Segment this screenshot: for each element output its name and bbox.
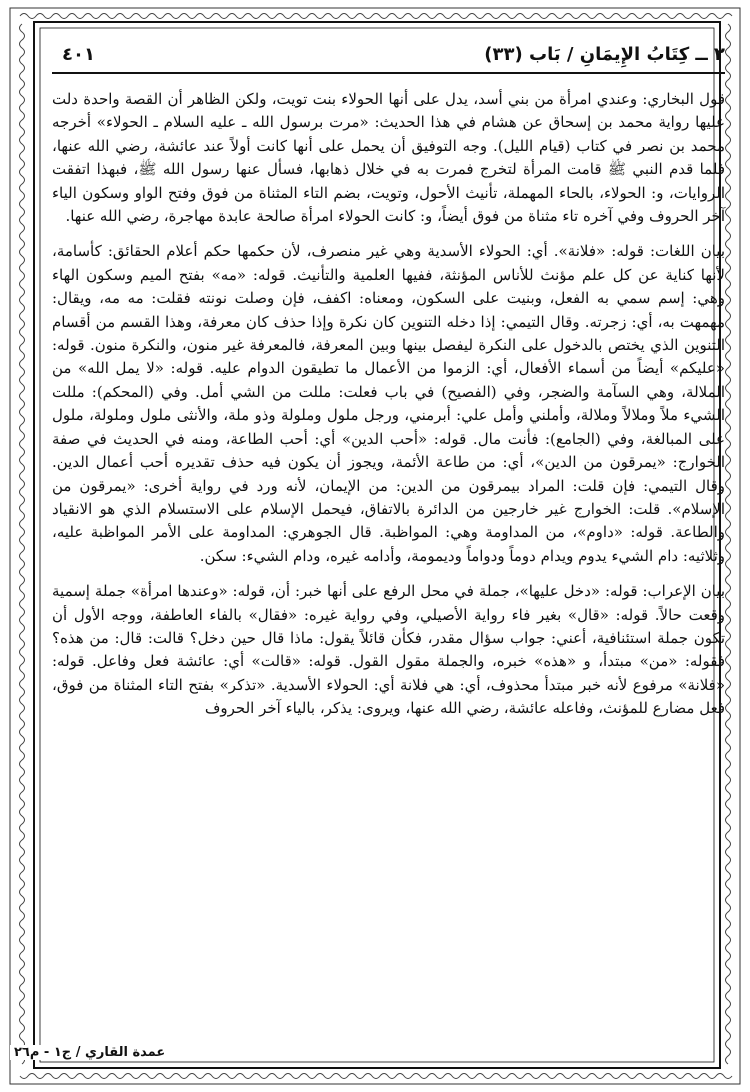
header-divider xyxy=(52,72,725,74)
paragraph-lexical: بيان اللغات: قوله: «فلانة». أي: الحولاء الأسدية وهي غير منصرف، لأن حكمها حكم أعلام الحقائق: كأسامة، لأنها كناية عن كل علم مؤنث للأناس المؤنثة، ففيها العلمية والتأنيث. قوله: «مه» بفتح الميم وسكون الهاء وهي: إسم سمي به الفعل، وبنيت على السكون، ومعناه: اكفف، فإن وصلت نونته فقلت: مه مه، ويقال: مهمهت به، أي: زجرته. وقال التيمي: إذا دخله التنوين كان نكرة وإذا حذف كان معرفة، وهذا القسم من أقسام التنوين الذي يختص بالدخول على النكرة ليفصل بينها وبين المعرفة، فالمعرفة غير منون، والنكرة منون. قوله: «عليكم» أيضاً من أسماء الأفعال، أي: الزموا من الأعمال ما تطيقون الدوام عليه. قوله: «لا يمل الله» من الملالة، وهي السآمة والضجر، وفي (الفصيح) في باب فعلت: مللت من الشي أمل. وفي (المحكم): مللت الشيء ملاً وملالاً وملالة، وأملني وأمل علي: أبرمني، ورجل ملول وملولة وذو ملة، والأنثى ملول وملولة، ملول على المبالغة، وفي (الجامع): فأنت مال. قوله: «أحب الدين» أي: أحب الطاعة، ومنه في الحديث في صفة الخوارج: «يمرقون من الدين»، أي: من طاعة الأئمة، ويجوز أن يكون فيه حذف تقديره أحب أعمال الدين. وقال التيمي: فإن قلت: المراد بيمرقون من الدين: من الإيمان، لأنه ورد في رواية أخرى: «يمرقون من الإسلام». قلت: الخوارج غير خارجين من الدائرة بالاتفاق، فيحمل الإسلام على الاستسلام الذي هو الانقياد والطاعة. قوله: «داوم»، من المداومة وهي: المواظبة. قال الجوهري: المداومة على الأمر المواظبة عليه، وثلاثيه: دام الشيء يدوم ويدام دوماً ودواماً وديمومة، وأدامه غيره، ودام الشيء: سكن. xyxy=(52,242,725,565)
chapter-title: ٢ ــ كِتَابُ الإِيمَانِ / بَاب (٣٣) xyxy=(484,44,725,65)
page-number: ٤٠١ xyxy=(62,44,95,65)
main-text xyxy=(52,88,725,721)
page xyxy=(52,32,725,1072)
footer-label: عمدة القاري / ج١ - م٢٦ xyxy=(10,1045,169,1060)
paragraph-intro: قول البخاري: وعندي امرأة من بني أسد، يدل على أنها الحولاء بنت تويت، ولكن الظاهر أن القصة واحدة دلت عليها رواية محمد بن إسحاق عن هشام في هذا الحديث: «مرت برسول الله ـ عليه السلام ـ الحولاء» أخرجه محمد بن نصر في كتاب (قيام الليل). وجه التوفيق أن يحمل على أنها كانت أولاً عند عائشة، رضي الله عنها، فلما قدم النبي ﷺ قامت المرأة لتخرج فمرت به في خلال ذهابها، فسأل عنها رسول الله ﷺ، فبهذا اتفقت الروايات، و: الحولاء، بالحاء المهملة، تأنيث الأحول، وتويت، بضم التاء المثناة من فوق وفتح الواو وسكون الياء آخر الحروف وفي آخره تاء مثناة من فوق أيضاً، و: كانت الحولاء امرأة صالحة عابدة مهاجرة، رضي الله عنها. xyxy=(52,90,725,226)
paragraph-grammar: بيان الإعراب: قوله: «دخل عليها»، جملة في محل الرفع على أنها خبر: أن، قوله: «وعندها امرأة» جملة إسمية وقعت حالاً. قوله: «قال» بغير فاء رواية الأصيلي، وفي رواية غيره: «فقال» بالفاء العاطفة، ووجه الأول أن تكون جملة استئنافية، أعني: جواب سؤال مقدر، فكأن قائلاً يقول: ماذا قال حين دخل؟ قالت: قال: من هذه؟ فقوله: «من» مبتدأ، و «هذه» خبره، والجملة مقول القول. قوله: «قالت» أي: عائشة فعل وفاعل. قوله: «فلانة» مرفوع لأنه خبر مبتدأ محذوف، أي: هي فلانة أي: الحولاء الأسدية. «تذكر» بفتح التاء المثناة من فوق، فعل مضارع للمؤنث، وفاعله عائشة، رضي الله عنها، ويروى: يذكر، بالياء آخر الحروف xyxy=(52,582,725,718)
running-header xyxy=(52,38,725,72)
